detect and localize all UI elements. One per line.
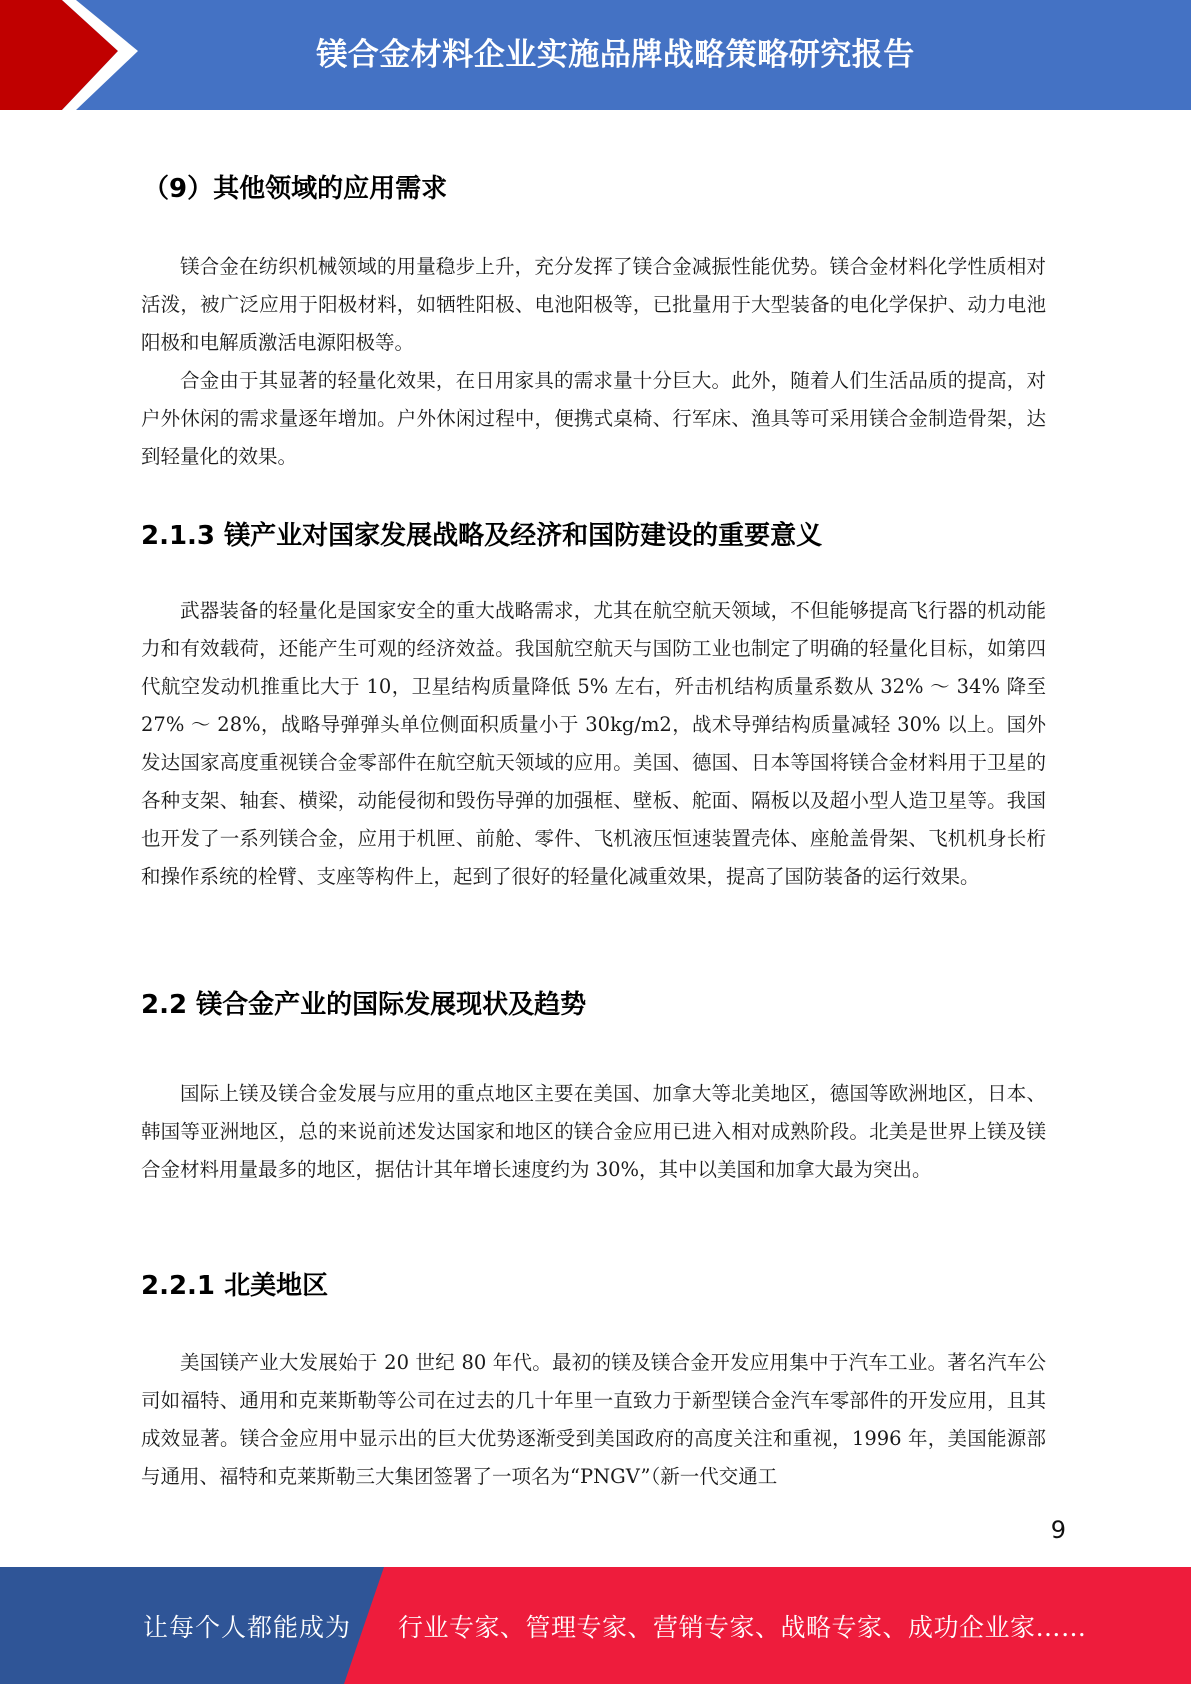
page-number: 9 [1050, 1516, 1066, 1544]
document-title: 镁合金材料企业实施品牌战略策略研究报告 [316, 36, 915, 73]
paragraph: 国际上镁及镁合金发展与应用的重点地区主要在美国、加拿大等北美地区，德国等欧洲地区，日本、韩国等亚洲地区，总的来说前述发达国家和地区的镁合金应用已进入相对成熟阶段。北美是世界上镁及镁合金材料用量最多的地区，据估计其年增长速度约为 30%，其中以美国和加拿大最为突出。 [141, 1082, 1046, 1181]
paragraph: 合金由于其显著的轻量化效果，在日用家具的需求量十分巨大。此外，随着人们生活品质的提高，对户外休闲的需求量逐年增加。户外休闲过程中，便携式桌椅、行军床、渔具等可采用镁合金制造骨架，达到轻量化的效果。 [141, 369, 1046, 468]
section-heading-2-1-3: 2.1.3 镁产业对国家发展战略及经济和国防建设的重要意义 [141, 521, 823, 551]
page-header-band [0, 0, 1191, 110]
page-footer-band [0, 1567, 1191, 1684]
paragraph: 镁合金在纺织机械领域的用量稳步上升，充分发挥了镁合金减振性能优势。镁合金材料化学性质相对活泼，被广泛应用于阳极材料，如牺牲阳极、电池阳极等，已批量用于大型装备的电化学保护、动力电池阳极和电解质激活电源阳极等。 [141, 255, 1046, 354]
section-heading-other-applications: （9）其他领域的应用需求 [143, 174, 448, 204]
paragraph: 美国镁产业大发展始于 20 世纪 80 年代。最初的镁及镁合金开发应用集中于汽车工业。著名汽车公司如福特、通用和克莱斯勒等公司在过去的几十年里一直致力于新型镁合金汽车零部件的开发应用，且其成效显著。镁合金应用中显示出的巨大优势逐渐受到美国政府的高度关注和重视，1996 年，美国能源部与通用、福特和克莱斯勒三大集团签署了一项名为“PNGV”（新一代交通工 [141, 1351, 1046, 1488]
paragraph: 武器装备的轻量化是国家安全的重大战略需求，尤其在航空航天领域，不但能够提高飞行器的机动能力和有效载荷，还能产生可观的经济效益。我国航空航天与国防工业也制定了明确的轻量化目标，如第四代航空发动机推重比大于 10，卫星结构质量降低 5% 左右，歼击机结构质量系数从 32% ～ 34% 降至 27% ～ 28%，战略导弹弹头单位侧面积质量小于 30kg/m2，战术导弹结构质量减轻 30% 以上。国外发达国家高度重视镁合金零部件在航空航天领域的应用。美国、德国、日本等国将镁合金材料用于卫星的各种支架、轴套、横梁，动能侵彻和毁伤导弹的加强框、壁板、舵面、隔板以及超小型人造卫星等。我国也开发了一系列镁合金，应用于机匣、前舱、零件、飞机液压恒速装置壳体、座舱盖骨架、飞机机身长桁和操作系统的栓臂、支座等构件上，起到了很好的轻量化减重效果，提高了国防装备的运行效果。 [141, 599, 1046, 888]
footer-slogan-right: 行业专家、管理专家、营销专家、战略专家、成功企业家…… [398, 1612, 1087, 1642]
section-heading-2-2-1: 2.2.1 北美地区 [141, 1271, 329, 1301]
section-heading-2-2: 2.2 镁合金产业的国际发展现状及趋势 [141, 990, 587, 1020]
footer-slogan-left: 让每个人都能成为 [143, 1612, 352, 1642]
